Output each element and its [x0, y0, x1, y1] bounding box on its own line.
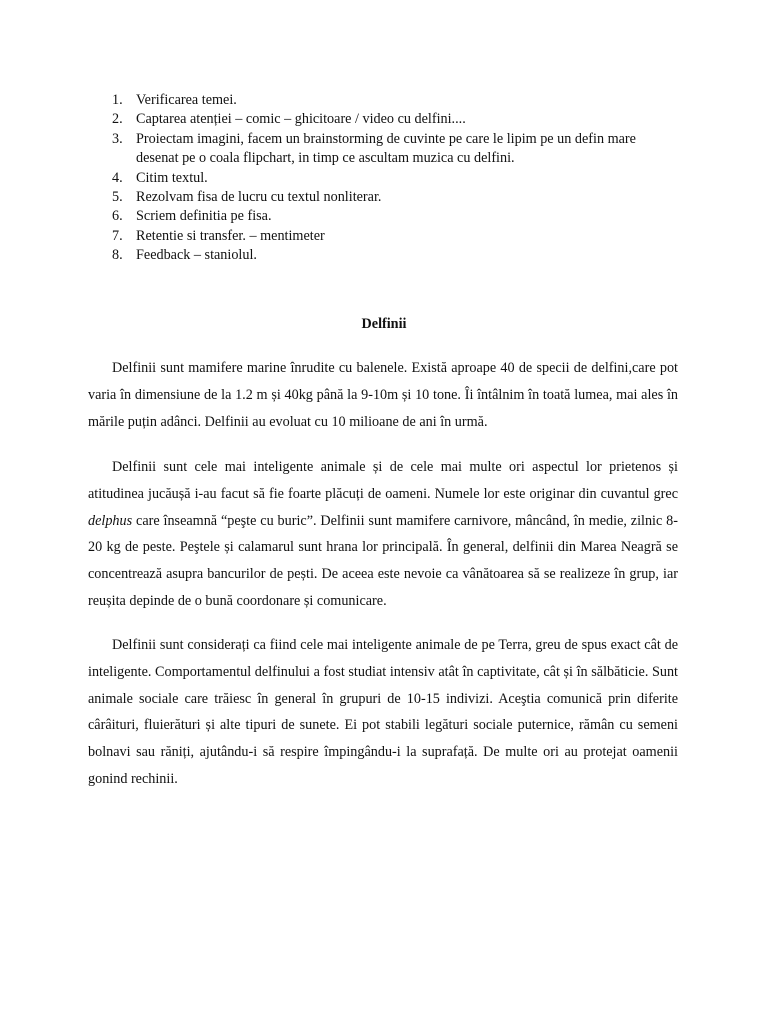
list-item-text: Feedback – staniolul.	[136, 247, 257, 264]
paragraph-intro: Delfinii sunt mamifere marine înrudite cu balenele. Există aproape 40 de specii de delfini,care pot varia în dimensiune de la 1.2 m și 40kg până la 9-10m și 10 tone. Îi întâlnim în toată lumea, mai ales în mările puțin adânci. Delfinii au evoluat cu 10 milioane de ani în urmă.	[88, 360, 678, 430]
italic-term: delphus	[88, 512, 133, 529]
section-title: Delfinii	[361, 316, 407, 332]
list-item-number: 6.	[112, 208, 123, 225]
paragraph-text: Delfinii sunt cele mai inteligente animale și de cele mai multe ori aspectul lor prietenos și atitudinea jucăușă i-au facut să fie foarte plăcuți de oameni. Numele lor este originar din cuvantul grec	[88, 459, 678, 502]
list-item	[112, 130, 682, 169]
list-item	[112, 91, 682, 110]
list-item-text: Retentie si transfer. – mentimeter	[136, 227, 325, 244]
paragraph-behavior: Delfinii sunt considerați ca fiind cele mai inteligente animale de pe Terra, greu de spus exact cât de inteligente. Comportamentul delfinului a fost studiat intensiv atât în captivitate, cât și în sălbăticie. Sunt animale sociale care trăiesc în general în grupuri de 10-15 indivizi. Aceştia comunică prin diferite cârâituri, fluierături și alte tipuri de sunete. Ei pot stabili legături sociale puternice, rămân cu semeni bolnavi sau răniți, ajutându-i să respire împingându-i la suprafață. De multe ori au protejat oamenii gonind rechinii.	[88, 637, 678, 787]
list-item-text: Rezolvam fisa de lucru cu textul nonliterar.	[136, 189, 382, 206]
list-item-number: 4.	[112, 169, 123, 186]
list-item-text: Captarea atenției – comic – ghicitoare / video cu delfini....	[136, 111, 466, 128]
list-item-text: Scriem definitia pe fisa.	[136, 208, 272, 225]
list-item	[112, 207, 682, 226]
paragraph-text: care înseamnă “peşte cu buric”. Delfinii sunt mamifere carnivore, mâncând, în medie, zilnic 8- 20 kg de peste. Peştele și calamarul sunt hrana lor principală. În general, delfinii din Marea Neagră se concentrează asupra bancurilor de pești. De aceea este nevoie ca vânătoarea să se realizeze în grup, iar reușita depinde de o bună coordonare și comunicare.	[88, 512, 678, 609]
list-item	[112, 188, 682, 207]
list-item-number: 5.	[112, 189, 123, 206]
paragraph-intelligence	[88, 454, 678, 615]
list-item-number: 2.	[112, 111, 123, 128]
list-item-text: Citim textul.	[136, 169, 208, 186]
lesson-steps-list	[112, 91, 682, 266]
list-item-text: Verificarea temei.	[136, 92, 237, 108]
list-item-number: 8.	[112, 247, 123, 264]
list-item	[112, 169, 682, 188]
list-item-number: 3.	[112, 130, 123, 147]
list-item	[112, 110, 682, 129]
list-item-number: 7.	[112, 227, 123, 244]
list-item-number: 1.	[112, 92, 123, 108]
list-item-text: Proiectam imagini, facem un brainstorming de cuvinte pe care le lipim pe un defin mare desenat pe o coala flipchart, in timp ce ascultam muzica cu delfini.	[136, 130, 636, 167]
list-item	[112, 227, 682, 246]
list-item	[112, 246, 682, 265]
